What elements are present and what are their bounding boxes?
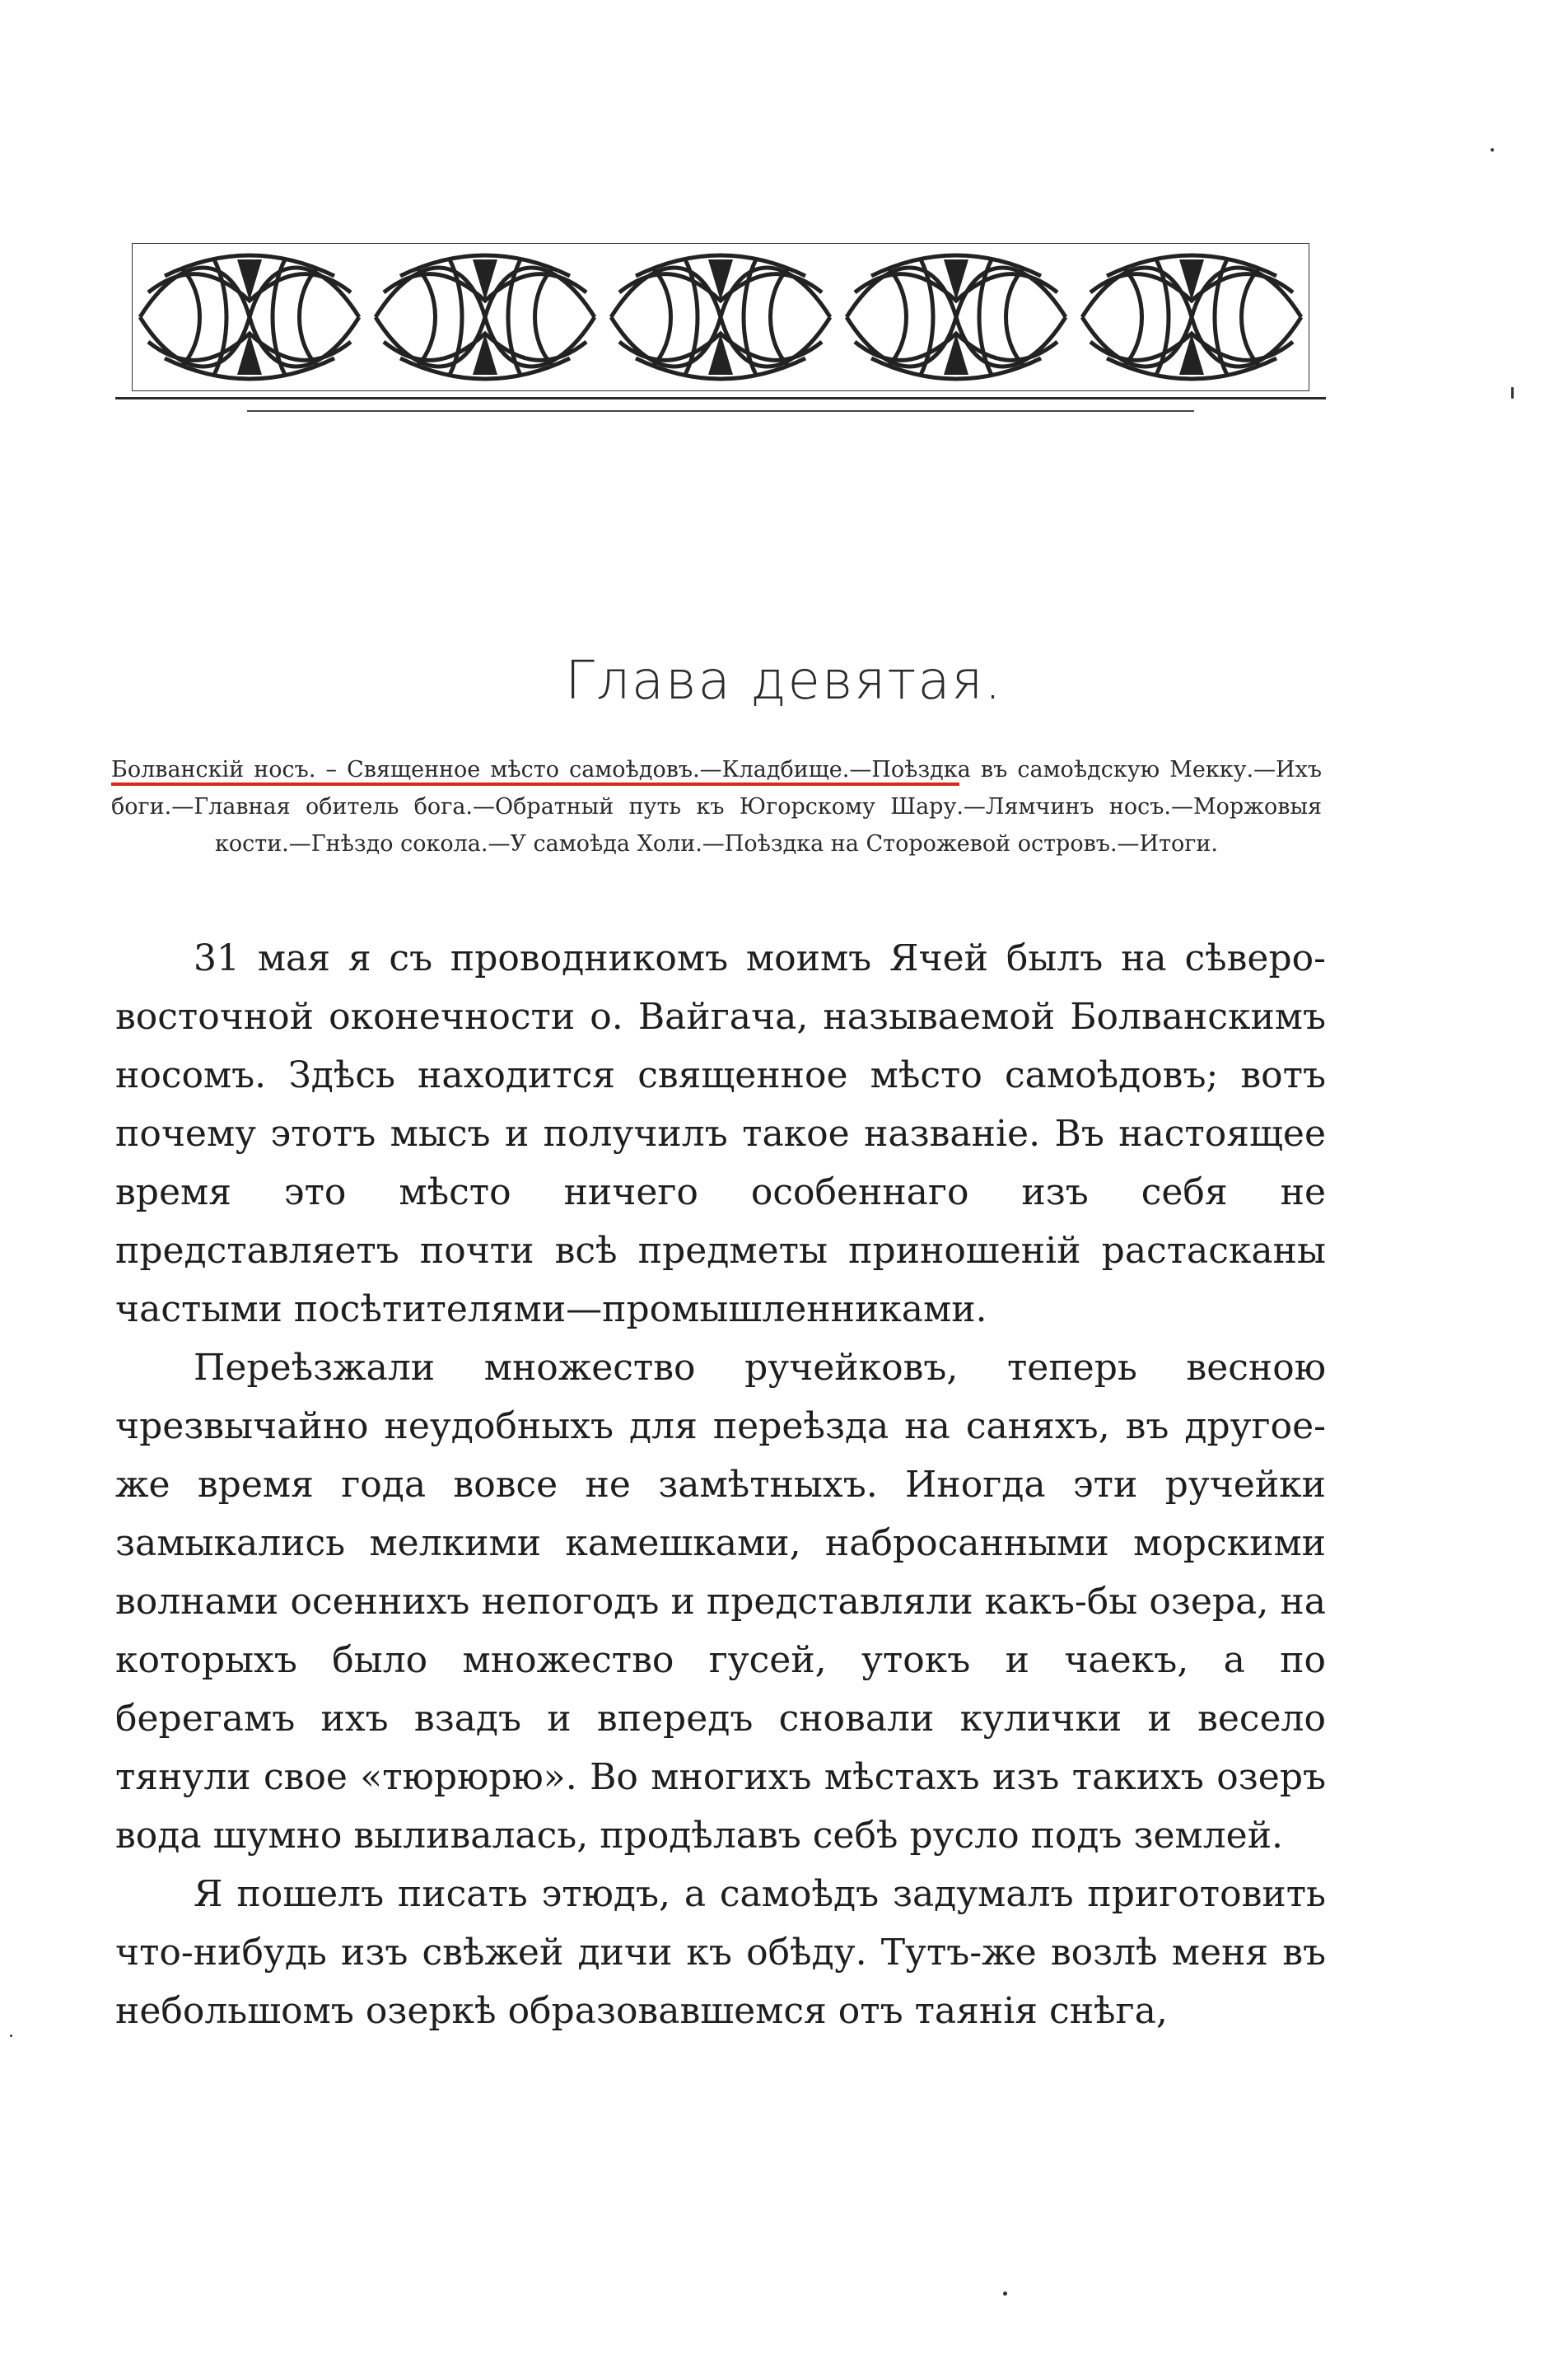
chapter-title: Глава девятая. <box>565 651 1003 712</box>
chapter-body <box>115 929 1326 2040</box>
celtic-knot-ornament-icon <box>132 243 1309 391</box>
ornament-rule-thin <box>247 410 1194 412</box>
body-paragraph: Я пошелъ писать этюдъ, а самоѣдъ задумалъ приготовить что-нибудь изъ свѣжей дичи къ обѣду. Тутъ-же возлѣ меня въ небольшомъ озеркѣ образовавшемся отъ таянія снѣга, <box>115 1873 1326 2032</box>
red-underline-mark <box>111 783 959 786</box>
ornament-rule-thick <box>115 397 1326 399</box>
body-paragraph: Переѣзжали множество ручейковъ, теперь весною чрезвычайно неудобныхъ для переѣзда на саняхъ, въ другое-же время года вовсе не замѣтныхъ. Иногда эти ручейки замыкались мелкими камешками, набросанными морскими волнами осеннихъ непогодъ и представляли какъ-бы озера, на которыхъ было множество гусей, утокъ и чаекъ, а по берегамъ ихъ взадъ и впередъ сновали кулички и весело тянули свое «тюрюрю». Во многихъ мѣстахъ изъ такихъ озеръ вода шумно выливалась, продѣлавъ себѣ русло подъ землей. <box>115 1347 1326 1857</box>
body-paragraph: 31 мая я съ проводникомъ моимъ Ячей былъ на сѣверо-восточной оконечности о. Вайгача, называемой Болванскимъ носомъ. Здѣсь находится священное мѣсто самоѣдовъ; вотъ почему этотъ мысъ и получилъ такое названіе. Въ настоящее время это мѣсто ничего особеннаго изъ себя не представляетъ почти всѣ предметы приношеній растасканы частыми посѣтителями—промышленниками. <box>115 937 1326 1330</box>
chapter-summary: Болванскій носъ. – Священное мѣсто самоѣдовъ.—Кладбище.—Поѣздка въ самоѣдскую Мекку.—Ихъ боги.—Главная обитель бога.—Обратный путь къ Югорскому Шару.—Лямчинъ носъ.—Моржовыя кости.—Гнѣздо сокола.—У самоѣда Холи.—Поѣздка на Сторожевой островъ.—Итоги. <box>111 757 1322 857</box>
